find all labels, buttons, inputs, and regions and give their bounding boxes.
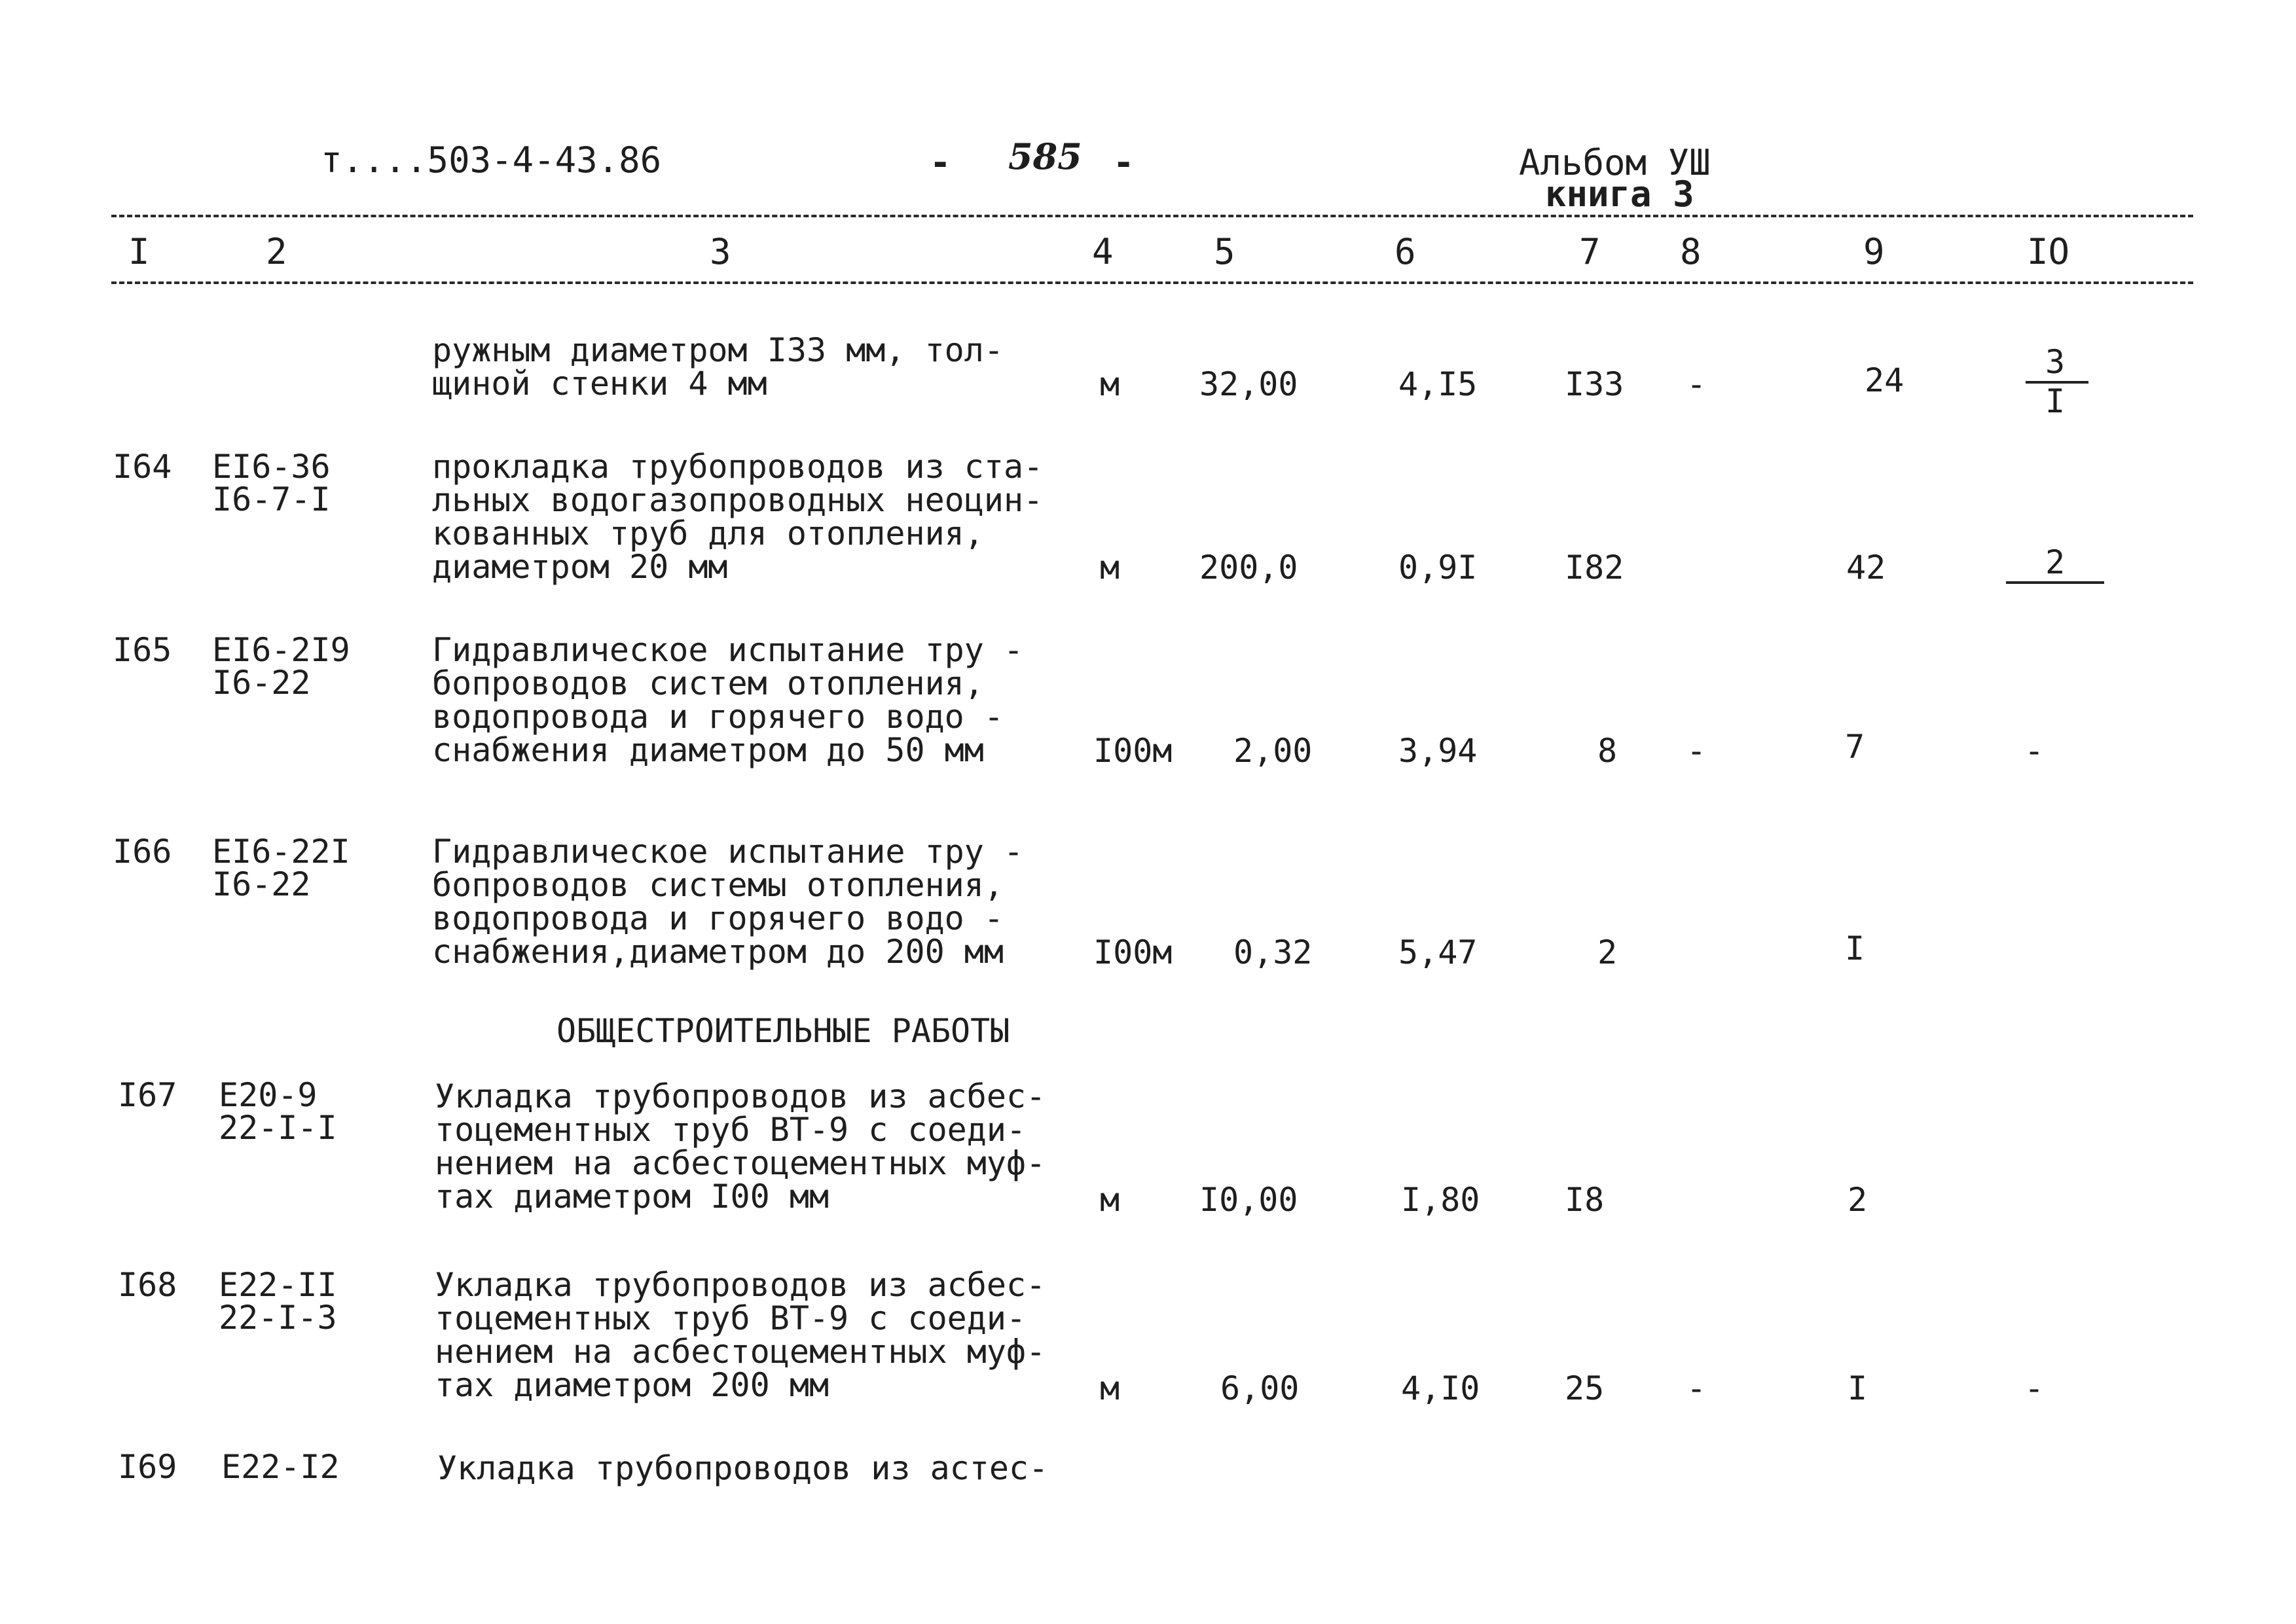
row-unit: м	[1100, 549, 1120, 586]
row-quantity: 32,00	[1199, 365, 1298, 403]
row-total: I33	[1565, 365, 1624, 403]
row-col9: 7	[1845, 728, 1865, 766]
row-description-line: снабжения диаметром до 50 мм	[432, 731, 984, 769]
header-rule-bottom	[111, 281, 2193, 284]
row-col10: 2	[2006, 546, 2104, 584]
row-description-line: прокладка трубопроводов из ста-	[432, 448, 1044, 486]
page-number: 585	[1008, 135, 1082, 177]
row-code-line: EI6-36	[212, 448, 331, 486]
row-quantity: 200,0	[1199, 549, 1298, 586]
row-col10: -	[2024, 732, 2045, 770]
row-description-line: ружным диаметром I33 мм, тол-	[432, 331, 1004, 369]
row-description-line: Укладка трубопроводов из асбес-	[435, 1266, 1046, 1304]
row-code-line: E22-I2	[221, 1448, 340, 1486]
row-unit: I00м	[1093, 933, 1173, 971]
column-header-5: 5	[1214, 231, 1235, 272]
row-col8: -	[1686, 365, 1707, 403]
row-description-line: Укладка трубопроводов из асбес-	[435, 1077, 1046, 1115]
row-unit-price: 4,I0	[1401, 1369, 1480, 1407]
column-header-10: IO	[2027, 231, 2070, 272]
document-code: т....503-4-43.86	[321, 139, 662, 181]
row-code-line: E20-9	[219, 1076, 318, 1114]
row-description-line: бопроводов систем отопления,	[432, 664, 984, 702]
row-code-line: E22-II	[219, 1266, 337, 1304]
row-unit-price: 4,I5	[1398, 365, 1478, 403]
row-col10-denominator: I	[2045, 382, 2066, 420]
row-total: I82	[1565, 549, 1624, 586]
row-code-line: I6-7-I	[212, 480, 331, 518]
row-description-line: льных водогазопроводных неоцин-	[432, 481, 1044, 519]
row-description-line: водопровода и горячего водо -	[432, 698, 1004, 736]
column-header-4: 4	[1092, 231, 1114, 272]
row-description-line: кованных труб для отопления,	[432, 514, 984, 552]
album-label: Альбом УШ	[1519, 142, 1711, 183]
column-header-1: I	[128, 231, 150, 272]
row-description-line: Укладка трубопроводов из астес-	[437, 1449, 1049, 1487]
row-unit-price: 3,94	[1398, 732, 1478, 770]
row-number: I66	[113, 833, 172, 871]
row-description-line: нением на асбестоцементных муф-	[435, 1333, 1046, 1371]
column-header-7: 7	[1579, 231, 1601, 272]
row-quantity: 6,00	[1220, 1369, 1300, 1407]
section-heading: ОБЩЕСТРОИТЕЛЬНЫЕ РАБОТЫ	[556, 1012, 1010, 1050]
row-number: I64	[113, 448, 172, 486]
column-header-9: 9	[1863, 231, 1885, 272]
row-description-line: тах диаметром 200 мм	[435, 1366, 829, 1404]
row-description-line: бопроводов системы отопления,	[432, 866, 1004, 904]
row-description-line: Гидравлическое испытание тру -	[432, 833, 1024, 871]
row-unit: м	[1100, 365, 1120, 403]
row-description-line: нением на асбестоцементных муф-	[435, 1144, 1046, 1182]
row-unit: I00м	[1093, 732, 1173, 770]
row-unit: м	[1100, 1181, 1120, 1219]
row-col8: -	[1686, 732, 1707, 770]
row-code-line: EI6-22I	[212, 833, 350, 871]
row-col9: 2	[1848, 1181, 1868, 1219]
row-description-line: диаметром 20 мм	[432, 548, 728, 586]
row-description-line: водопровода и горячего водо -	[432, 899, 1004, 937]
row-col10: -	[2024, 1369, 2045, 1407]
column-header-6: 6	[1394, 231, 1416, 272]
row-col9: I	[1848, 1369, 1868, 1407]
row-description-line: тах диаметром I00 мм	[435, 1178, 829, 1216]
row-description-line: тоцементных труб ВТ-9 с соеди-	[435, 1299, 1027, 1337]
row-code-line: I6-22	[212, 865, 311, 903]
row-col9: 24	[1865, 361, 1904, 399]
row-col10-numerator: 3	[2045, 343, 2066, 381]
row-total: 8	[1597, 732, 1618, 770]
column-header-2: 2	[266, 231, 287, 272]
row-quantity: I0,00	[1199, 1181, 1298, 1219]
row-code-line: 22-I-3	[219, 1299, 337, 1337]
row-code-line: I6-22	[212, 664, 311, 702]
row-number: I68	[118, 1266, 177, 1304]
row-code-line: 22-I-I	[219, 1109, 337, 1147]
page-dash-right: -	[1113, 142, 1135, 183]
row-total: I8	[1565, 1181, 1605, 1219]
book-label: книга 3	[1545, 173, 1694, 215]
row-description-line: снабжения,диаметром до 200 мм	[432, 933, 1004, 971]
row-quantity: 0,32	[1233, 933, 1313, 971]
row-quantity: 2,00	[1233, 732, 1313, 770]
row-description-line: щиной стенки 4 мм	[432, 365, 767, 403]
header-rule-top	[111, 215, 2193, 217]
row-unit: м	[1100, 1369, 1120, 1407]
row-col9: I	[1845, 929, 1865, 967]
row-unit-price: 5,47	[1398, 933, 1478, 971]
row-number: I69	[118, 1448, 177, 1486]
row-description-line: тоцементных труб ВТ-9 с соеди-	[435, 1111, 1027, 1149]
row-number: I65	[113, 631, 172, 669]
row-number: I67	[118, 1076, 177, 1114]
row-total: 25	[1565, 1369, 1605, 1407]
row-total: 2	[1597, 933, 1618, 971]
page-dash-left: -	[930, 142, 951, 183]
row-col9: 42	[1846, 549, 1886, 586]
row-unit-price: I,80	[1401, 1181, 1480, 1219]
column-header-8: 8	[1680, 231, 1702, 272]
row-description-line: Гидравлическое испытание тру -	[432, 631, 1024, 669]
row-col8: -	[1686, 1369, 1707, 1407]
row-unit-price: 0,9I	[1398, 549, 1478, 586]
row-code-line: EI6-2I9	[212, 631, 350, 669]
column-header-3: 3	[710, 231, 731, 272]
